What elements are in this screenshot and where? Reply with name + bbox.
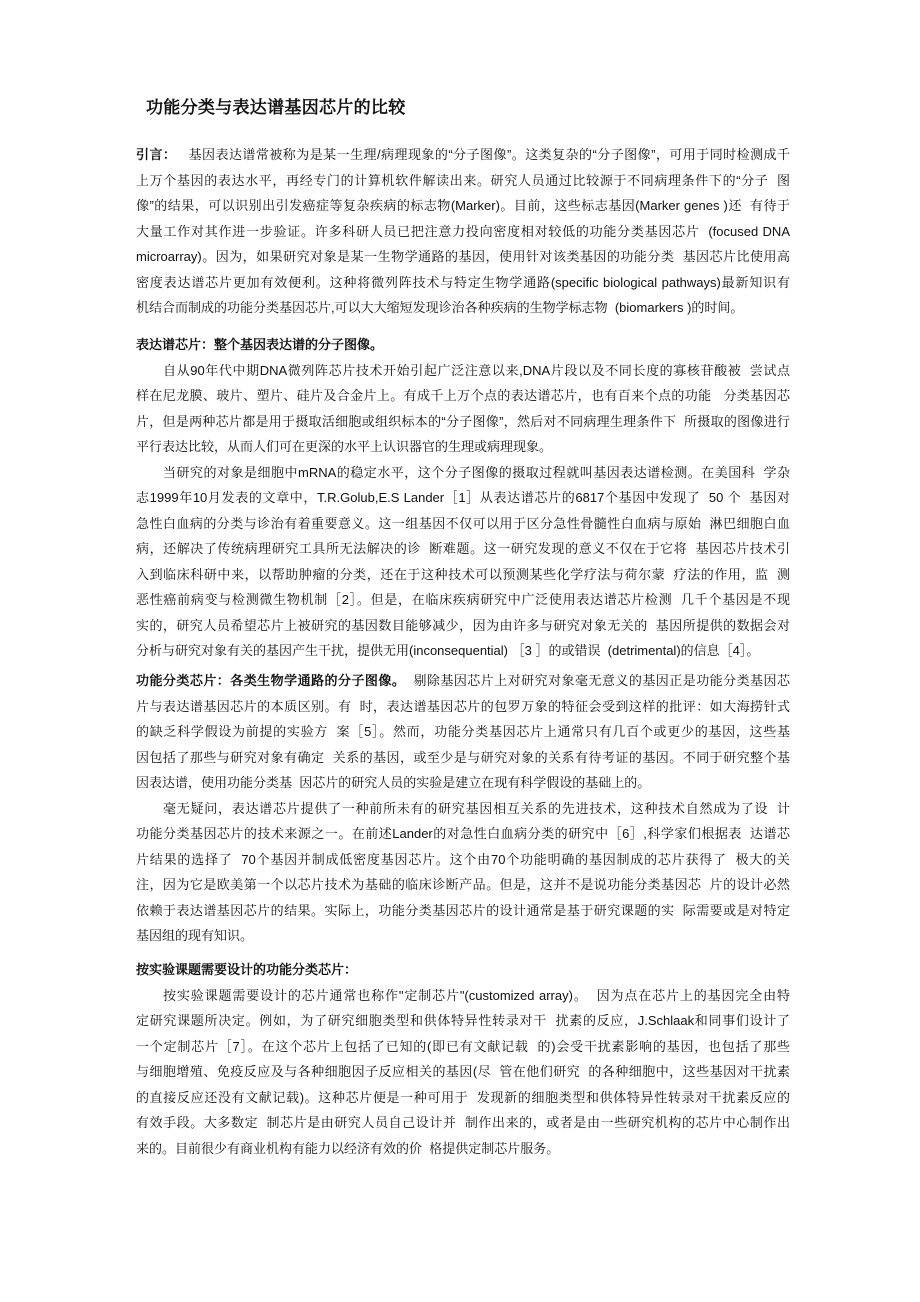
line-text: 与细胞增殖、免疫反应及与各种细胞因子反应相关的基因(尽 管在他们研究 的各种细胞中，这些基因对干扰素 — [136, 1064, 790, 1079]
line-text: 平行表达比较，从而人们可在更深的水平上认识器官的生理或病理现象。 — [136, 439, 553, 454]
line-text: 上万个基因的表达水平，再经专门的计算机软件解读出来。研究人员通过比较源于不同病理条件下的“分子 图 — [136, 172, 790, 188]
text-line — [136, 668, 790, 694]
text-line — [136, 847, 790, 873]
text-line — [136, 770, 790, 796]
text-line — [136, 1136, 790, 1162]
text-line — [136, 613, 790, 639]
section-customized-chip — [136, 957, 790, 1161]
text-line — [136, 872, 790, 898]
text-line — [136, 1034, 790, 1060]
line-text: 注，因为它是欧美第一个以芯片技术为基础的临床诊断产品。但是，这并不是说功能分类基因芯 片的设计必然 — [136, 877, 790, 892]
line-text: 急性白血病的分类与诊治有着重要意义。这一组基因不仅可以用于区分急性骨髓性白血病与原始 淋巴细胞白血 — [136, 515, 790, 531]
line-text: 病，还解决了传统病理研究工具所无法解决的诊 断难题。这一研究发现的意义不仅在于它将 基因芯片技术引 — [136, 541, 790, 556]
text-line — [136, 295, 790, 321]
text-line — [136, 638, 790, 664]
text-line — [136, 244, 790, 270]
line-text: 因表达谱，使用功能分类基 因芯片的研究人员的实验是建立在现有科学假设的基础上的。 — [136, 775, 651, 790]
section-introduction — [136, 142, 790, 321]
text-line — [136, 719, 790, 745]
line-text: 的直接反应还没有文献记载)。这种芯片便是一种可用于 发现新的细胞类型和供体特异性转录对干扰素反应的 — [136, 1089, 790, 1105]
paragraph — [136, 460, 790, 664]
line-text: 入到临床科研中来，以帮助肿瘤的分类，还在于这种技术可以预测某些化学疗法与荷尔蒙 疗法的作用，监 测 — [136, 566, 790, 582]
text-line — [136, 142, 790, 168]
paragraph — [136, 668, 790, 796]
text-line — [136, 485, 790, 511]
section-heading: 按实验课题需要设计的功能分类芯片： — [136, 962, 358, 977]
document-title: 功能分类与表达谱基因芯片的比较 — [146, 98, 406, 117]
text-line — [136, 983, 790, 1009]
text-line — [136, 923, 790, 949]
text-line — [136, 796, 790, 822]
text-line — [136, 358, 790, 384]
line-text: 当研究的对象是细胞中mRNA的稳定水平，这个分子图像的摄取过程就叫基因表达谱检测。在美国科 学杂 — [163, 464, 790, 480]
line-text: 一个定制芯片［7］。在这个芯片上包括了已知的(即已有文献记载 的)会受干扰素影响的基因，也包括了那些 — [136, 1038, 790, 1054]
text-line — [136, 1008, 790, 1034]
line-text: 有效手段。大多数定 制芯片是由研究人员自己设计并 制作出来的，或者是由一些研究机构的芯片中心制作出 — [136, 1115, 790, 1130]
text-line — [136, 460, 790, 486]
text-line — [136, 434, 790, 460]
line-text: 功能分类基因芯片的技术来源之一。在前述Lander的对急性白血病分类的研究中［6］,科学家们根据表 达谱芯 — [136, 826, 790, 841]
line-text: 像”的结果，可以识别出引发癌症等复杂疾病的标志物(Marker)。目前，这些标志基因(Marker genes )还 有待于 — [136, 198, 790, 213]
line-text: 自从90年代中期DNA微列阵芯片技术开始引起广泛注意以来,DNA片段以及不同长度的寡核苷酸被 尝试点 — [163, 362, 790, 378]
line-text: 恶性癌前病变与检测微生物机制［2］。但是，在临床疾病研究中广泛使用表达谱芯片检测 几千个基因是不现 — [136, 592, 790, 607]
text-line — [136, 745, 790, 771]
text-line — [136, 562, 790, 588]
line-text: 实的，研究人员希望芯片上被研究的基因数目能够减少，因为由许多与研究对象无关的 基因所提供的数据会对 — [136, 617, 790, 633]
line-text: 依赖于表达谱基因芯片的结果。实际上，功能分类基因芯片的设计通常是基于研究课题的实 际需要或是对特定 — [136, 902, 790, 918]
section-heading: 表达谱芯片：整个基因表达谱的分子图像。 — [136, 337, 384, 352]
text-line — [136, 511, 790, 537]
text-line — [136, 1110, 790, 1136]
text-line — [136, 821, 790, 847]
text-line — [136, 1085, 790, 1111]
line-text: 的缺乏科学假设为前提的实验方 案［5］。然而，功能分类基因芯片上通常只有几百个或更少的基因，这些基 — [136, 724, 790, 739]
line-text: 毫无疑问，表达谱芯片提供了一种前所未有的研究基因相互关系的先进技术，这种技术自然成为了设 计 — [163, 800, 790, 816]
line-text: 定研究课题所决定。例如，为了研究细胞类型和供体特异性转录对干 扰素的反应，J.Schlaak和同事们设计了 — [136, 1013, 790, 1028]
line-text: 因包括了那些与研究对象有确定 关系的基因，或至少是与研究对象的关系有待考证的基因。不同于研究整个基 — [136, 749, 790, 765]
text-line — [136, 168, 790, 194]
section-expression-profile-chip — [136, 332, 790, 664]
line-text: 分析与研究对象有关的基因产生干扰，提供无用(inconsequential) ［3 ］的或错误 (detrimental)的信息［4］。 — [136, 643, 760, 658]
line-text: 大量工作对其作进一步验证。许多科研人员已把注意力投向密度相对较低的功能分类基因芯片 (focused DNA — [136, 223, 790, 239]
line-text: 机结合而制成的功能分类基因芯片,可以大大缩短发现诊治各种疾病的生物学标志物 (biomarkers )的时间。 — [136, 300, 744, 315]
text-line — [136, 409, 790, 435]
line-text: 基因组的现有知识。 — [136, 928, 254, 943]
text-line — [136, 193, 790, 219]
paragraph — [136, 796, 790, 949]
line-text: 片与表达谱基因芯片的本质区别。有 时，表达谱基因芯片的包罗万象的特征会受到这样的批评：如大海捞针式 — [136, 698, 790, 714]
text-line — [136, 587, 790, 613]
inline-heading: 引言： — [136, 147, 177, 162]
paragraph — [136, 358, 790, 460]
paragraph — [136, 983, 790, 1162]
text-line — [136, 694, 790, 720]
text-line — [136, 536, 790, 562]
text-line — [136, 1059, 790, 1085]
line-text: 志1999年10月发表的文章中，T.R.Golub,E.S Lander［1］从表达谱芯片的6817个基因中发现了 50 个 基因对 — [136, 490, 790, 505]
line-text: 来的。目前很少有商业机构有能力以经济有效的价 格提供定制芯片服务。 — [136, 1140, 560, 1156]
text-line — [136, 383, 790, 409]
paragraph — [136, 142, 790, 321]
line-text: 按实验课题需要设计的芯片通常也称作"定制芯片"(customized array)。 因为点在芯片上的基因完全由特 — [163, 987, 790, 1003]
line-text: 片结果的选择了 70个基因并制成低密度基因芯片。这个由70个功能明确的基因制成的芯片获得了 极大的关 — [136, 851, 790, 867]
line-text: 剔除基因芯片上对研究对象毫无意义的基因正是功能分类基因芯 — [405, 673, 790, 688]
line-text: 密度表达谱芯片更加有效便利。这种将微列阵技术与特定生物学通路(specific biological pathways)最新知识有 — [136, 274, 790, 290]
text-line — [136, 898, 790, 924]
text-line — [136, 270, 790, 296]
section-functional-classification-chip — [136, 668, 790, 949]
line-text: microarray)。因为，如果研究对象是某一生物学通路的基因，使用针对该类基因的功能分类 基因芯片比使用高 — [136, 249, 790, 264]
line-text: 基因表达谱常被称为是某一生理/病理现象的“分子图像”。这类复杂的“分子图像”，可用于同时检测成千 — [176, 147, 790, 162]
inline-heading: 功能分类芯片：各类生物学通路的分子图像。 — [136, 673, 406, 688]
text-line — [136, 219, 790, 245]
line-text: 片，但是两种芯片都是用于摄取活细胞或组织标本的“分子图像”，然后对不同病理生理条件下 所摄取的图像进行 — [136, 413, 790, 429]
line-text: 样在尼龙膜、玻片、塑片、硅片及合金片上。有成千上万个点的表达谱芯片，也有百来个点的功能 分类基因芯 — [136, 388, 790, 403]
